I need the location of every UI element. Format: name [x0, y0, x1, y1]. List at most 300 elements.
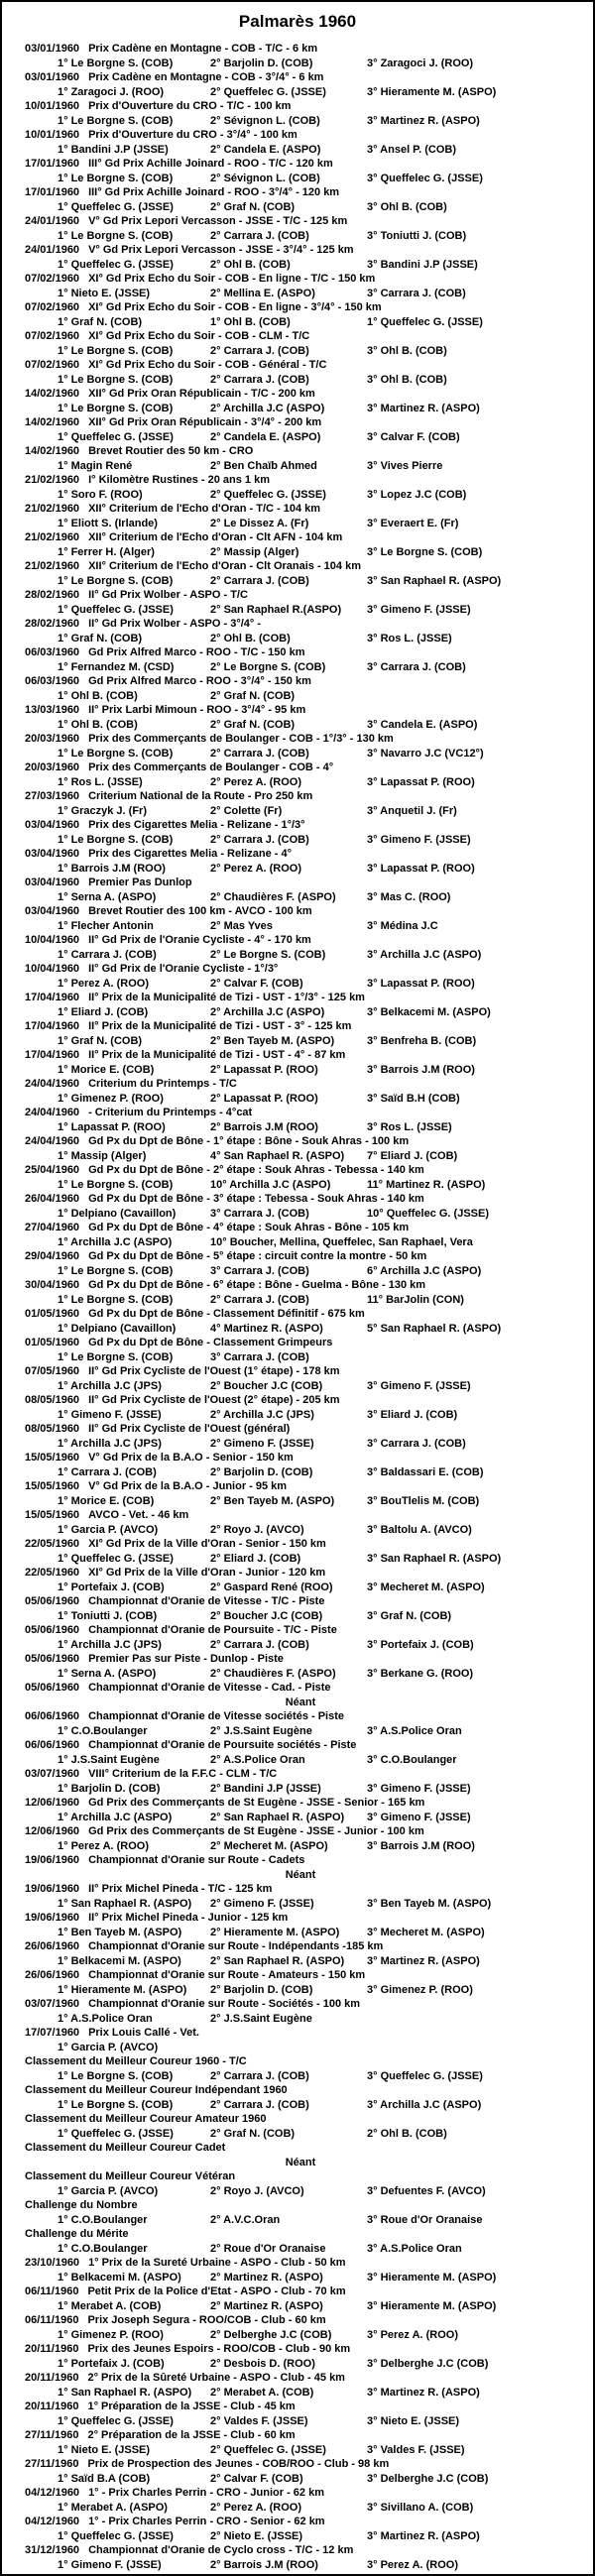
- result-3: 3° Bandini J.P (JSSE): [367, 258, 478, 271]
- entry-results: [2, 977, 593, 992]
- result-1: 1° Queffelec G. (JSSE): [58, 2529, 174, 2542]
- entry-date: 26/04/1960: [25, 1193, 80, 1205]
- entry-event: II° Prix de la Municipalité de Tizi - UST - 1°/3° - 125 km: [88, 992, 365, 1003]
- result-1: 1° C.O.Boulanger: [58, 1724, 148, 1737]
- entry: [2, 2515, 593, 2543]
- result-3: 3° Benfreha B. (COB): [367, 1034, 477, 1047]
- entry-results: [2, 1005, 593, 1020]
- entry-head: [2, 415, 593, 430]
- entry: [2, 1853, 593, 1882]
- result-3: 10° Queffelec G. (JSSE): [367, 1207, 489, 1220]
- result-2: 2° Mas Yves: [210, 919, 273, 932]
- entry-head: [2, 2342, 593, 2357]
- entry-event: XII° Criterium de l'Echo d'Oran - Clt AFN - 104 km: [88, 531, 343, 543]
- result-2: 1° Ohl B. (COB): [210, 315, 291, 328]
- entry-results: [2, 1264, 593, 1279]
- result-3: 3° Baldassari E. (COB): [367, 1465, 484, 1478]
- entry-date: 06/11/1960: [25, 2314, 79, 2326]
- entry-head: [2, 1508, 593, 1523]
- entry-event: Prix d'Ouverture du CRO - T/C - 100 km: [88, 100, 292, 112]
- result-1: 1° Merabet A. (COB): [58, 2299, 162, 2312]
- entry-results: [2, 2443, 593, 2458]
- result-2: 2° Barjolin D. (COB): [210, 1465, 313, 1478]
- result-2: 2° Gaspard René (ROO): [210, 1581, 333, 1593]
- result-2: 2° J.S.Saint Eugène: [210, 1724, 312, 1737]
- result-1: 1° Graf N. (COB): [58, 315, 143, 328]
- entry-event: Prix des Commerçants de Boulanger - COB - 4°: [88, 761, 334, 773]
- result-2: 2° Gimeno F. (JSSE): [210, 1897, 314, 1910]
- entry-results: [2, 689, 593, 704]
- result-2: 2° Hieramente M. (ASPO): [210, 1926, 340, 1938]
- entry: [2, 415, 593, 444]
- entry-head: [2, 1422, 593, 1437]
- result-2: 2° Carrara J. (COB): [210, 574, 309, 587]
- entry-head: [2, 876, 593, 890]
- entry-head: [2, 1767, 593, 1782]
- entry-results: [2, 1897, 593, 1912]
- entry-event: Petit Prix de la Police d'Etat - ASPO - Club - 70 km: [87, 2285, 346, 2297]
- entry-event: Classement du Meilleur Coureur Vétéran: [25, 2170, 236, 2182]
- result-1: 1° Bandini J.P (JSSE): [58, 143, 169, 156]
- entry: [2, 645, 593, 674]
- result-1: 1° Portefaix J. (COB): [58, 1581, 165, 1593]
- entry-results: [2, 114, 593, 129]
- entry-results: [2, 1063, 593, 1078]
- result-2: 2° Perez A. (ROO): [210, 775, 302, 788]
- entry-results: [2, 2184, 593, 2199]
- result-3: 3° Perez A. (ROO): [367, 2558, 459, 2571]
- entry-event: II° Prix Michel Pineda - T/C - 125 km: [88, 1883, 273, 1895]
- entry-date: 27/11/1960: [25, 2458, 79, 2470]
- entry-head: [2, 2227, 593, 2242]
- result-3: 3° Nieto E. (JSSE): [367, 2414, 460, 2427]
- result-1: 1° Graf N. (COB): [58, 632, 143, 644]
- entry-results: [2, 2357, 593, 2372]
- result-1: 1° Ohl B. (COB): [58, 689, 138, 702]
- result-3: 3° Delberghe J.C (COB): [367, 2472, 489, 2485]
- entry-event: Classement du Meilleur Coureur Indépendant 1960: [25, 2084, 288, 2096]
- entry-date: 03/04/1960: [25, 848, 80, 860]
- result-3: 3° Mas C. (ROO): [367, 890, 451, 903]
- entry: [2, 1882, 593, 1911]
- result-2: 2° Merabet A. (COB): [210, 2386, 314, 2399]
- result-2: 2° Martinez R. (ASPO): [210, 2271, 323, 2283]
- entry: [2, 876, 593, 904]
- result-2: 2° Carrara J. (COB): [210, 747, 309, 760]
- result-2: 2° Calvar F. (COB): [210, 2472, 303, 2485]
- entry: [2, 2457, 593, 2486]
- entry-head: [2, 1336, 593, 1350]
- entry-head: [2, 2198, 593, 2213]
- result-2: 2° J.S.Saint Eugène: [210, 2012, 312, 2025]
- entry-head: [2, 1106, 593, 1120]
- entry: [2, 1106, 593, 1134]
- entry-head: [2, 185, 593, 200]
- entry-head: [2, 157, 593, 172]
- result-1: 1° San Raphael R. (ASPO): [58, 2386, 192, 2399]
- entry-head: [2, 2112, 593, 2127]
- result-2: 2° Valdes F. (JSSE): [210, 2414, 308, 2427]
- entry-date: 24/04/1960: [25, 1107, 80, 1118]
- entry: [2, 1767, 593, 1796]
- entry-event: Prix des Jeunes Espoirs - ROO/COB - Club - 90 km: [87, 2343, 351, 2355]
- entry-date: 12/06/1960: [25, 1825, 80, 1837]
- entry-head: [2, 1048, 593, 1063]
- entry-results: [2, 258, 593, 273]
- entry-results: [2, 603, 593, 618]
- entry-event: V° Gd Prix de la B.A.O - Junior - 95 km: [88, 1480, 288, 1492]
- result-1: 1° Saïd B.A (COB): [58, 2472, 151, 2485]
- result-3: 3° Le Borgne S. (COB): [367, 545, 483, 558]
- result-2: 2° Barjolin D. (COB): [210, 1983, 313, 1996]
- result-3: 3° Ohl B. (COB): [367, 344, 447, 357]
- result-2: 2° Chaudières F. (ASPO): [210, 1667, 336, 1680]
- entry-event: II° Gd Prix Cycliste de l'Ouest (2° étape) - 205 km: [88, 1394, 340, 1406]
- result-2: 2° Graf N. (COB): [210, 718, 296, 731]
- result-2: 2° Perez A. (ROO): [210, 2501, 302, 2514]
- result-2: 2° Carrara J. (COB): [210, 229, 309, 242]
- entry-results: [2, 344, 593, 359]
- entry-results: [2, 1437, 593, 1452]
- result-3: 3° Lapassat P. (ROO): [367, 775, 475, 788]
- entry-date: 06/11/1960: [25, 2285, 79, 2297]
- entry-head: [2, 2054, 593, 2069]
- entry: [2, 2313, 593, 2342]
- entry-event: Gd Prix des Commerçants de St Eugène - JSSE - Junior - 100 km: [88, 1825, 424, 1837]
- entry-event: Gd Prix Alfred Marco - ROO - 3°/4° - 150 km: [88, 675, 311, 687]
- entry-results: [2, 143, 593, 158]
- result-1: 1° Gimenez P. (ROO): [58, 1092, 164, 1105]
- entry: [2, 1508, 593, 1537]
- entry-head: [2, 2543, 593, 2558]
- entry-results: [2, 430, 593, 445]
- entry-date: 03/04/1960: [25, 819, 80, 831]
- result-3: 3° Carrara J. (COB): [367, 660, 466, 673]
- entry-head: [2, 243, 593, 258]
- result-1: 1° Le Borgne S. (COB): [58, 229, 174, 242]
- entry-event: Prix Cadène en Montagne - COB - T/C - 6 km: [88, 43, 318, 55]
- entry-results: [2, 2098, 593, 2113]
- entry-event: I° Kilomètre Rustines - 20 ans 1 km: [88, 474, 270, 486]
- entry-results: [2, 1120, 593, 1135]
- result-3: 3° Queffelec G. (JSSE): [367, 172, 483, 184]
- result-1: 1° Ben Tayeb M. (ASPO): [58, 1926, 182, 1938]
- entry-results: [2, 2414, 593, 2429]
- entry-event: II° Gd Prix Cycliste de l'Ouest (1° étape) - 178 km: [88, 1365, 340, 1377]
- entry: [2, 1566, 593, 1594]
- entry-results: [2, 172, 593, 186]
- entry-head: [2, 2169, 593, 2184]
- result-2: 4° Martinez R. (ASPO): [210, 1322, 323, 1335]
- entry: [2, 444, 593, 473]
- entry-results: [2, 2299, 593, 2314]
- entry-date: 24/04/1960: [25, 1135, 80, 1147]
- entry-head: [2, 732, 593, 747]
- entry-date: 20/11/1960: [25, 2372, 79, 2384]
- entry-head: [2, 300, 593, 315]
- entry-head: [2, 128, 593, 143]
- entry: [2, 1594, 593, 1623]
- entry: [2, 2026, 593, 2054]
- entry-event: V° Gd Prix Lepori Vercasson - JSSE - 3°/4° - 125 km: [88, 244, 354, 256]
- entry-head: [2, 1652, 593, 1667]
- entry-head: [2, 1019, 593, 1034]
- result-3: 3° Archilla J.C (ASPO): [367, 948, 482, 961]
- result-3: 3° Carrara J. (COB): [367, 1437, 466, 1450]
- result-3: 3° Hieramente M. (ASPO): [367, 85, 497, 98]
- entry-results: [2, 402, 593, 416]
- result-2: 2° Sévignon L. (COB): [210, 114, 320, 127]
- result-2: 2° Carrara J. (COB): [210, 344, 309, 357]
- result-1: 1° Toniutti J. (COB): [58, 1609, 158, 1622]
- entry-neant: Néant: [285, 1696, 316, 1708]
- entry: [2, 1537, 593, 1566]
- entry: [2, 157, 593, 185]
- result-3: 3° Queffelec G. (JSSE): [367, 2069, 483, 2082]
- entry-head: [2, 444, 593, 459]
- entry-event: Championnat d'Oranie sur Route - Amateurs - 150 km: [88, 1969, 366, 1981]
- result-3: 3° Gimeno F. (JSSE): [367, 1811, 471, 1823]
- entry-event: II° Prix de la Municipalité de Tizi - UST - 4° - 87 km: [88, 1049, 346, 1061]
- entry-date: 14/02/1960: [25, 445, 80, 457]
- result-3: 3° Berkane G. (ROO): [367, 1667, 474, 1680]
- entry-date: 08/05/1960: [25, 1394, 80, 1406]
- entry-date: 01/05/1960: [25, 1308, 80, 1320]
- entry-event: Gd Prix des Commerçants de St Eugène - JSSE - Senior - 165 km: [88, 1797, 425, 1809]
- entry-results: [2, 919, 593, 934]
- entry: [2, 473, 593, 502]
- entry-event: Gd Px du Dpt de Bône - 2° étape : Souk Ahras - Tebessa - 140 km: [88, 1164, 424, 1176]
- result-2: 2° Ben Tayeb M. (ASPO): [210, 1034, 335, 1047]
- result-1: 1° Graczyk J. (Fr): [58, 804, 147, 817]
- entry: [2, 128, 593, 157]
- result-2: 2° Chaudières F. (ASPO): [210, 890, 336, 903]
- entry-head: [2, 1824, 593, 1839]
- entry: [2, 2083, 593, 2112]
- entry-results: [2, 1350, 593, 1365]
- entry: [2, 1911, 593, 1939]
- entry-date: 06/03/1960: [25, 646, 80, 658]
- entry: [2, 1019, 593, 1048]
- entry-date: 17/04/1960: [25, 1020, 80, 1032]
- entry-date: 26/06/1960: [25, 1940, 80, 1952]
- entry-event: 2° Prix de la Sûreté Urbaine - ASPO - Club - 45 km: [87, 2372, 345, 2384]
- result-2: 2° Carrara J. (COB): [210, 373, 309, 386]
- entry-date: 06/06/1960: [25, 1710, 80, 1722]
- entry-event: III° Gd Prix Achille Joinard - ROO - T/C - 120 km: [88, 158, 333, 170]
- entry: [2, 933, 593, 962]
- result-2: 2° Boucher J.C (COB): [210, 1609, 323, 1622]
- entry-results: [2, 200, 593, 215]
- entry: [2, 2256, 593, 2284]
- result-2: 2° Mellina E. (ASPO): [210, 287, 315, 299]
- result-2: 2° Candela E. (ASPO): [210, 143, 321, 156]
- result-1: 1° Delpiano (Cavaillon): [58, 1322, 177, 1335]
- result-1: 1° Le Borgne S. (COB): [58, 1178, 174, 1191]
- entry-head: [2, 847, 593, 862]
- entry: [2, 2169, 593, 2198]
- entry: [2, 1997, 593, 2026]
- entry-event: II° Prix Larbi Mimoun - ROO - 3°/4° - 95 km: [88, 704, 306, 716]
- entry-date: 03/01/1960: [25, 71, 80, 83]
- entry-event: 1° Préparation de la JSSE - Club - 45 km: [87, 2400, 296, 2412]
- result-2: 2° Archilla J.C (ASPO): [210, 1005, 325, 1018]
- entry: [2, 2054, 593, 2083]
- entry-head: [2, 473, 593, 488]
- entry-results: [2, 1379, 593, 1394]
- result-1: 1° Flecher Antonin: [58, 919, 154, 932]
- entry: [2, 703, 593, 732]
- entry-head: [2, 1077, 593, 1092]
- entry-event: II° Gd Prix de l'Oranie Cycliste - 1°/3°: [88, 963, 279, 975]
- entry-event: Prix Joseph Segura - ROO/COB - Club - 60 km: [87, 2314, 326, 2326]
- entry-head: [2, 674, 593, 689]
- result-3: 3° Lapassat P. (ROO): [367, 862, 475, 875]
- result-2: 2° San Raphael R.(ASPO): [210, 603, 342, 616]
- entry: [2, 588, 593, 617]
- result-1: 1° Le Borgne S. (COB): [58, 57, 174, 69]
- entry-date: 27/04/1960: [25, 1222, 80, 1233]
- entry: [2, 530, 593, 559]
- entry-date: 20/03/1960: [25, 733, 80, 745]
- entry: [2, 1422, 593, 1451]
- entry-head: [2, 933, 593, 948]
- result-1: 1° Le Borgne S. (COB): [58, 373, 174, 386]
- result-3: 3° Martinez R. (ASPO): [367, 402, 480, 414]
- entry-event: V° Gd Prix Lepori Vercasson - JSSE - T/C - 125 km: [88, 215, 348, 227]
- result-2: 2° Ben Tayeb M. (ASPO): [210, 1494, 335, 1507]
- entry-date: 04/12/1960: [25, 2487, 80, 2499]
- entry-results: [2, 1581, 593, 1595]
- result-1: 1° Archilla J.C (ASPO): [58, 1811, 173, 1823]
- entry: [2, 1278, 593, 1307]
- result-2: 2° Queffelec G. (JSSE): [210, 488, 326, 501]
- entry: [2, 789, 593, 818]
- result-2: 2° Roue d'Or Oranaise: [210, 2242, 326, 2255]
- result-1: 1° Queffelec G. (JSSE): [58, 258, 174, 271]
- result-2: 2° A.V.C.Oran: [210, 2213, 281, 2226]
- entry-event: Premier Pas Dunlop: [88, 877, 192, 888]
- entry-date: 19/06/1960: [25, 1912, 80, 1924]
- entry: [2, 214, 593, 243]
- entry-neant: Néant: [285, 2156, 316, 2168]
- entry-results: [2, 890, 593, 905]
- entry-event: Prix Cadène en Montagne - COB - 3°/4° - 6 km: [88, 71, 324, 83]
- entry-results: [2, 1782, 593, 1797]
- result-1: 1° Gimeno F. (JSSE): [58, 2558, 162, 2571]
- entry: [2, 1939, 593, 1968]
- entry-head: [2, 1221, 593, 1235]
- entry-date: 10/04/1960: [25, 963, 80, 975]
- result-3: 3° Martinez R. (ASPO): [367, 1954, 480, 1967]
- entry-date: 12/06/1960: [25, 1797, 80, 1809]
- entry-date: 07/02/1960: [25, 301, 80, 313]
- entry-date: 07/02/1960: [25, 273, 80, 285]
- entry-results: [2, 1293, 593, 1308]
- entry: [2, 2342, 593, 2371]
- result-1: 1° Queffelec G. (JSSE): [58, 2414, 174, 2427]
- entry-results: [2, 2012, 593, 2027]
- result-2: 2° Carrara J. (COB): [210, 1293, 309, 1306]
- result-1: 1° Archilla J.C (JPS): [58, 1638, 162, 1651]
- entry-event: Championnat d'Oranie de Cyclo cross - T/C - 12 km: [88, 2544, 354, 2556]
- entry-results: [2, 1092, 593, 1107]
- entry-results: [2, 517, 593, 531]
- entry-results: [2, 1207, 593, 1222]
- result-2: 2° Eliard J. (COB): [210, 1552, 301, 1565]
- entry-date: 28/02/1960: [25, 589, 80, 601]
- entry-head: [2, 387, 593, 402]
- result-3: 3° Graf N. (COB): [367, 1609, 452, 1622]
- entry-results: [2, 85, 593, 100]
- result-2: 2° Le Dissez A. (Fr): [210, 517, 309, 529]
- entry: [2, 1336, 593, 1364]
- entry-event: XI° Gd Prix Echo du Soir - COB - En ligne - 3°/4° - 150 km: [88, 301, 382, 313]
- result-2: 2° Barrois J.M (ROO): [210, 1120, 318, 1133]
- entry-date: 24/01/1960: [25, 215, 80, 227]
- entry-event: XI° Gd Prix Echo du Soir - COB - CLM - T/C: [88, 330, 310, 342]
- result-2: 2° Carrara J. (COB): [210, 2098, 309, 2111]
- entry-event: Gd Px du Dpt de Bône - 6° étape : Bône - Guelma - Bône - 130 km: [88, 1279, 426, 1291]
- entry-results: [2, 2242, 593, 2257]
- entry-head: [2, 962, 593, 977]
- entry-event: XI° Gd Prix de la Ville d'Oran - Senior - 150 km: [88, 1538, 326, 1550]
- entries-list: [2, 42, 593, 2572]
- entry-results: [2, 1149, 593, 1164]
- entry-event: Premier Pas sur Piste - Dunlop - Piste: [88, 1653, 284, 1665]
- result-1: 1° Hieramente M. (ASPO): [58, 1983, 187, 1996]
- result-3: 3° Portefaix J. (COB): [367, 1638, 474, 1651]
- entry: [2, 243, 593, 272]
- result-3: 3° Martinez R. (ASPO): [367, 2529, 480, 2542]
- result-3: 3° A.S.Police Oran: [367, 1724, 462, 1737]
- entry: [2, 300, 593, 329]
- entry-head: [2, 1939, 593, 1954]
- entry-results: [2, 574, 593, 589]
- entry-event: XI° Gd Prix de la Ville d'Oran - Junior - 120 km: [88, 1567, 326, 1579]
- result-1: 1° Magin René: [58, 459, 133, 472]
- result-3: 3° Ansel P. (COB): [367, 143, 456, 156]
- result-1: 1° Serna A. (ASPO): [58, 1667, 157, 1680]
- result-1: 1° Delpiano (Cavaillon): [58, 1207, 177, 1220]
- result-3: 6° Archilla J.C (ASPO): [367, 1264, 482, 1277]
- entry-date: 07/02/1960: [25, 359, 80, 371]
- entry-event: VIII° Criterium de la F.F.C - CLM - T/C: [88, 1768, 278, 1780]
- entry-date: 04/12/1960: [25, 2516, 80, 2527]
- entry-date: 05/06/1960: [25, 1624, 80, 1636]
- entry: [2, 904, 593, 933]
- entry: [2, 70, 593, 99]
- entry: [2, 1364, 593, 1393]
- entry-head: [2, 1479, 593, 1494]
- entry-results: [2, 1465, 593, 1480]
- entry-date: 06/06/1960: [25, 1739, 80, 1751]
- entry-event: II° Prix Michel Pineda - Junior - 125 km: [88, 1912, 289, 1924]
- result-3: 3° Ros L. (JSSE): [367, 632, 452, 644]
- entry-date: 15/05/1960: [25, 1509, 80, 1521]
- result-3: 3° Valdes F. (JSSE): [367, 2443, 465, 2456]
- result-2: 2° Archilla J.C (ASPO): [210, 402, 325, 414]
- entry: [2, 1393, 593, 1422]
- entry-results: [2, 1523, 593, 1538]
- result-3: 3° San Raphael R. (ASPO): [367, 1552, 502, 1565]
- result-2: 2° Royo J. (AVCO): [210, 2184, 304, 2197]
- entry-date: 24/04/1960: [25, 1078, 80, 1090]
- result-3: 3° C.O.Boulanger: [367, 1753, 457, 1766]
- entry-results: [2, 229, 593, 244]
- entry-results: [2, 1926, 593, 1940]
- entry-neant: Néant: [285, 1868, 316, 1881]
